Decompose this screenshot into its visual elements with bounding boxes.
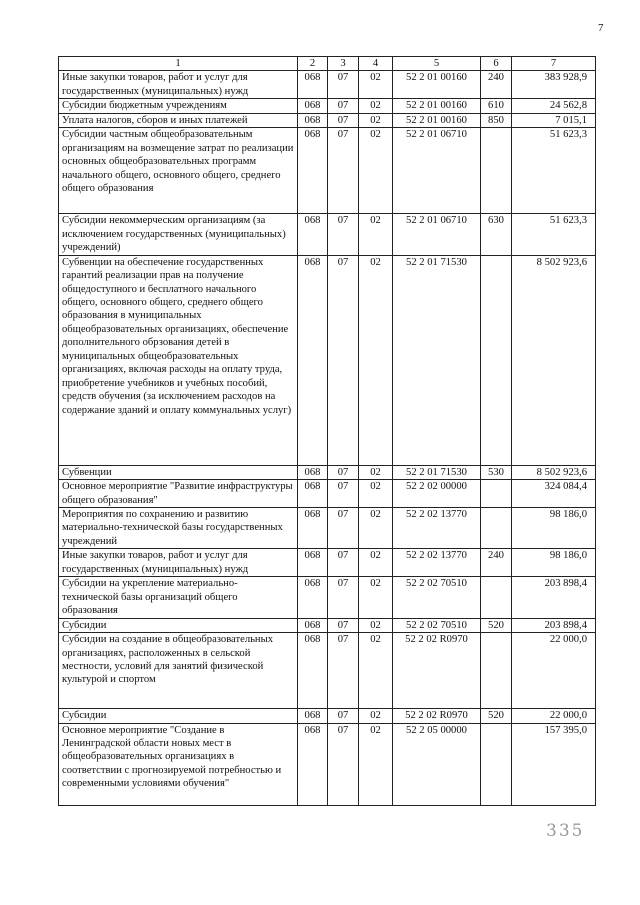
table-row: [59, 214, 596, 255]
cell-c5: 52 2 01 00160: [393, 113, 481, 127]
cell-c7: 203 898,4: [512, 618, 596, 632]
table-row: [59, 99, 596, 113]
cell-c3: 07: [328, 507, 359, 548]
table-row: [59, 113, 596, 127]
cell-c3: 07: [328, 128, 359, 214]
cell-c7: 22 000,0: [512, 709, 596, 723]
cell-c4: 02: [359, 480, 393, 508]
cell-c5: 52 2 02 70510: [393, 618, 481, 632]
cell-c6: 850: [481, 113, 512, 127]
cell-c2: 068: [298, 549, 328, 577]
cell-c5: 52 2 02 00000: [393, 480, 481, 508]
cell-c6: 240: [481, 71, 512, 99]
cell-c2: 068: [298, 618, 328, 632]
cell-c5: 52 2 02 13770: [393, 549, 481, 577]
cell-c7: 8 502 923,6: [512, 465, 596, 479]
row-name-cell: Субсидии: [59, 709, 298, 723]
cell-c3: 07: [328, 709, 359, 723]
table-row: [59, 128, 596, 214]
table-row: [59, 507, 596, 548]
cell-c4: 02: [359, 128, 393, 214]
cell-c4: 02: [359, 214, 393, 255]
cell-c5: 52 2 01 06710: [393, 128, 481, 214]
cell-c4: 02: [359, 113, 393, 127]
cell-c4: 02: [359, 723, 393, 805]
table-row: [59, 71, 596, 99]
cell-c7: 7 015,1: [512, 113, 596, 127]
cell-c5: 52 2 02 R0970: [393, 633, 481, 709]
row-name-cell: Субвенции: [59, 465, 298, 479]
column-header: 5: [393, 57, 481, 71]
cell-c4: 02: [359, 709, 393, 723]
cell-c5: 52 2 01 00160: [393, 99, 481, 113]
cell-c6: 520: [481, 709, 512, 723]
cell-c4: 02: [359, 618, 393, 632]
cell-c3: 07: [328, 549, 359, 577]
row-name-cell: Иные закупки товаров, работ и услуг для государственных (муниципальных) нужд: [59, 71, 298, 99]
row-name-cell: Иные закупки товаров, работ и услуг для государственных (муниципальных) нужд: [59, 549, 298, 577]
budget-table: [58, 56, 596, 806]
cell-c3: 07: [328, 99, 359, 113]
cell-c7: 51 623,3: [512, 214, 596, 255]
column-header: 1: [59, 57, 298, 71]
cell-c6: [481, 577, 512, 618]
cell-c2: 068: [298, 71, 328, 99]
cell-c3: 07: [328, 480, 359, 508]
column-header: 4: [359, 57, 393, 71]
column-header: 6: [481, 57, 512, 71]
row-name-cell: Основное мероприятие "Создание в Ленинградской области новых мест в общеобразовательных организациях в соответствии с прогнозируемой потребностью и современными условиями обучения": [59, 723, 298, 805]
table-row: [59, 465, 596, 479]
cell-c6: [481, 480, 512, 508]
cell-c4: 02: [359, 507, 393, 548]
cell-c4: 02: [359, 577, 393, 618]
table-row: [59, 577, 596, 618]
cell-c2: 068: [298, 709, 328, 723]
cell-c7: 24 562,8: [512, 99, 596, 113]
page-number: 7: [598, 22, 604, 34]
row-name-cell: Субсидии бюджетным учреждениям: [59, 99, 298, 113]
cell-c7: 22 000,0: [512, 633, 596, 709]
cell-c5: 52 2 05 00000: [393, 723, 481, 805]
row-name-cell: Субвенции на обеспечение государственных гарантий реализации прав на получение общедоступного и бесплатного начального общего, основного общего, среднего общего образования в муниципальных общеобразовательных организациях, обеспечение дополнительного обрзования детей в муниципальных общеобразовательных организациях, включая расходы на оплату труда, приобретение учебников и учебных пособий, средств обучения (за исключением расходов на содержание зданий и оплату коммунальных услуг): [59, 255, 298, 465]
cell-c5: 52 2 01 00160: [393, 71, 481, 99]
cell-c3: 07: [328, 618, 359, 632]
cell-c2: 068: [298, 577, 328, 618]
cell-c4: 02: [359, 633, 393, 709]
cell-c6: 630: [481, 214, 512, 255]
cell-c6: [481, 255, 512, 465]
cell-c3: 07: [328, 633, 359, 709]
table-row: [59, 255, 596, 465]
cell-c5: 52 2 01 06710: [393, 214, 481, 255]
cell-c2: 068: [298, 465, 328, 479]
cell-c6: [481, 723, 512, 805]
cell-c2: 068: [298, 99, 328, 113]
cell-c7: 51 623,3: [512, 128, 596, 214]
cell-c5: 52 2 01 71530: [393, 465, 481, 479]
cell-c7: 8 502 923,6: [512, 255, 596, 465]
cell-c3: 07: [328, 255, 359, 465]
row-name-cell: Субсидии: [59, 618, 298, 632]
cell-c5: 52 2 02 R0970: [393, 709, 481, 723]
cell-c7: 98 186,0: [512, 507, 596, 548]
cell-c3: 07: [328, 71, 359, 99]
page-stamp: 335: [546, 821, 585, 841]
cell-c3: 07: [328, 723, 359, 805]
cell-c4: 02: [359, 465, 393, 479]
table-row: [59, 618, 596, 632]
cell-c2: 068: [298, 723, 328, 805]
header-row: [59, 57, 596, 71]
table-row: [59, 549, 596, 577]
cell-c6: [481, 633, 512, 709]
table-row: [59, 633, 596, 709]
row-name-cell: Субсидии на укрепление материально-технической базы организаций общего образования: [59, 577, 298, 618]
cell-c6: 610: [481, 99, 512, 113]
cell-c5: 52 2 02 70510: [393, 577, 481, 618]
cell-c2: 068: [298, 255, 328, 465]
cell-c7: 383 928,9: [512, 71, 596, 99]
column-header: 3: [328, 57, 359, 71]
cell-c7: 98 186,0: [512, 549, 596, 577]
cell-c7: 157 395,0: [512, 723, 596, 805]
cell-c5: 52 2 02 13770: [393, 507, 481, 548]
row-name-cell: Уплата налогов, сборов и иных платежей: [59, 113, 298, 127]
cell-c2: 068: [298, 633, 328, 709]
cell-c3: 07: [328, 577, 359, 618]
cell-c3: 07: [328, 214, 359, 255]
cell-c3: 07: [328, 113, 359, 127]
row-name-cell: Субсидии некоммерческим организациям (за исключением государственных (муниципальных) учреждений): [59, 214, 298, 255]
table-row: [59, 480, 596, 508]
cell-c6: 520: [481, 618, 512, 632]
cell-c4: 02: [359, 99, 393, 113]
table-row: [59, 723, 596, 805]
cell-c6: 530: [481, 465, 512, 479]
cell-c4: 02: [359, 549, 393, 577]
cell-c2: 068: [298, 214, 328, 255]
cell-c2: 068: [298, 113, 328, 127]
row-name-cell: Мероприятия по сохранению и развитию материально-технической базы государственных учреждений: [59, 507, 298, 548]
cell-c2: 068: [298, 480, 328, 508]
cell-c7: 203 898,4: [512, 577, 596, 618]
table-row: [59, 709, 596, 723]
cell-c6: [481, 507, 512, 548]
cell-c6: 240: [481, 549, 512, 577]
row-name-cell: Субсидии частным общеобразовательным организациям на возмещение затрат по реализации основных общеобразовательных программ начального общего, основного общего, среднего общего образования: [59, 128, 298, 214]
cell-c4: 02: [359, 255, 393, 465]
row-name-cell: Основное мероприятие "Развитие инфраструктуры общего образования": [59, 480, 298, 508]
cell-c4: 02: [359, 71, 393, 99]
cell-c3: 07: [328, 465, 359, 479]
cell-c5: 52 2 01 71530: [393, 255, 481, 465]
column-header: 2: [298, 57, 328, 71]
cell-c6: [481, 128, 512, 214]
cell-c2: 068: [298, 128, 328, 214]
column-header: 7: [512, 57, 596, 71]
row-name-cell: Субсидии на создание в общеобразовательных организациях, расположенных в сельской местности, условий для занятий физической культурой и спортом: [59, 633, 298, 709]
cell-c2: 068: [298, 507, 328, 548]
cell-c7: 324 084,4: [512, 480, 596, 508]
